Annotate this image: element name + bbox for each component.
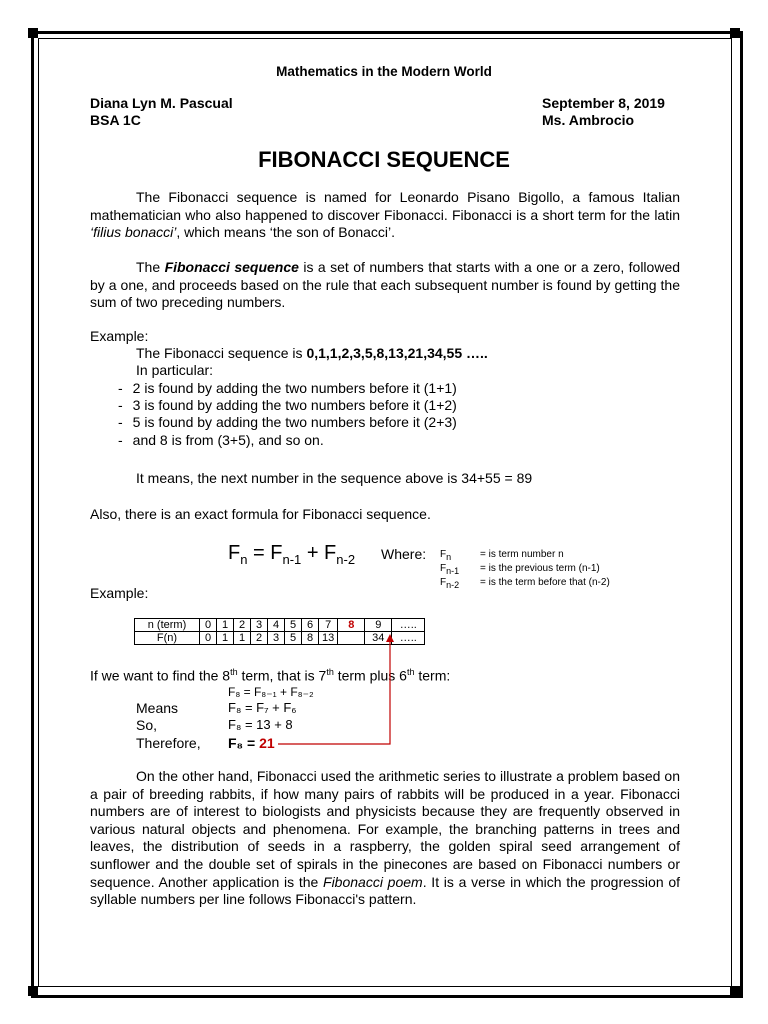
table-cell: 3: [268, 632, 285, 645]
table-cell: 1: [217, 632, 234, 645]
table-cell: 4: [268, 619, 285, 632]
table-cell: 7: [319, 619, 338, 632]
therefore-label: Therefore,: [136, 735, 201, 751]
date: September 8, 2019: [542, 95, 665, 111]
therefore-value: F₈ = 21: [228, 735, 275, 751]
student-section: BSA 1C: [90, 112, 141, 128]
table-cell: 5: [285, 632, 302, 645]
teacher: Ms. Ambrocio: [542, 112, 635, 128]
table-cell: …..: [392, 619, 425, 632]
formula-def: $F_{n-2}$ = is the term before that (n-2): [440, 577, 610, 590]
table-cell: 2: [234, 619, 251, 632]
formula-def: $F_n$ = is term number n: [440, 549, 564, 562]
list-item: - 2 is found by adding the two numbers before it (1+1): [118, 380, 457, 396]
table-cell: 1: [217, 619, 234, 632]
course-title: Mathematics in the Modern World: [276, 64, 492, 79]
example-label: Example:: [90, 585, 149, 601]
table-cell-highlight: 8: [338, 619, 365, 632]
paragraph-applications: On the other hand, Fibonacci used the arithmetic series to illustrate a problem based on a pair of breeding rabbits, if how many pairs of rabbits will be produced in a year. Fibonacci numbers are of interest to biologists and physicists because they are frequently observed in various natural objects and phenomena. For example, the branching patterns in trees and leaves, the distribution of seeds in a raspberry, the golden spiral seed arrangement of sunflower and the double set of spirals in the pinecones are based on Fibonacci numbers or sequence. Another application is the Fibonacci poem. It is a verse in which the progression of syllable numbers per line follows Fibonacci's pattern.: [90, 768, 681, 908]
table-cell: 8: [302, 632, 319, 645]
means-label: Means: [136, 700, 179, 716]
table-cell: 34: [365, 632, 392, 645]
paragraph-definition: The Fibonacci sequence is a set of numbers that starts with a one or a zero, followed by a one, and proceeds based on the rule that each subsequent number is found by getting the sum of two preceding numbers.: [90, 259, 681, 311]
so-label: So,: [136, 717, 158, 733]
paragraph-intro: The Fibonacci sequence is named for Leonardo Pisano Bigollo, a famous Italian mathematician who also happened to discover Fibonacci. Fibonacci is a short term for the latin ‘filius bonacci’, which means ‘the son of Bonacci’.: [90, 189, 680, 241]
arrow-line: [278, 640, 390, 744]
fibonacci-formula: $F_n = F_{n-1} + F_{n-2}$: [228, 542, 356, 567]
formula-intro: Also, there is an exact formula for Fibonacci sequence.: [90, 506, 431, 522]
sequence-line: The Fibonacci sequence is 0,1,1,2,3,5,8,13,21,34,55 …..: [136, 345, 488, 361]
arrow-head: [386, 634, 394, 642]
means-line: It means, the next number in the sequence above is 34+55 = 89: [136, 470, 533, 486]
table-cell: 0: [200, 632, 217, 645]
table-cell: 5: [285, 619, 302, 632]
find-intro: If we want to find the 8th term, that is 7th term plus 6th term:: [90, 667, 451, 684]
example-label: Example:: [90, 328, 149, 344]
so-value: F₈ = 13 + 8: [228, 717, 293, 732]
list-item: - 5 is found by adding the two numbers before it (2+3): [118, 414, 457, 430]
table-cell: F(n): [135, 632, 200, 645]
table-cell: 13: [319, 632, 338, 645]
table-cell: 2: [251, 632, 268, 645]
table-cell: 0: [200, 619, 217, 632]
means-value: F₈ = F₇ + F₆: [228, 700, 297, 715]
table-cell: …..: [392, 632, 425, 645]
list-item: - 3 is found by adding the two numbers before it (1+2): [118, 397, 457, 413]
table-cell: n (term): [135, 619, 200, 632]
list-item: - and 8 is from (3+5), and so on.: [118, 432, 324, 448]
table-cell: 6: [302, 619, 319, 632]
table-cell: 3: [251, 619, 268, 632]
page-title: FIBONACCI SEQUENCE: [258, 147, 510, 172]
student-name: Diana Lyn M. Pascual: [90, 95, 233, 111]
formula-def: $F_{n-1}$ = is the previous term (n-1): [440, 563, 600, 576]
formula-line: F₈ = F₈₋₁ + F₈₋₂: [228, 685, 314, 699]
particular-label: In particular:: [136, 362, 214, 378]
where-label: Where:: [381, 546, 427, 562]
table-cell: 1: [234, 632, 251, 645]
table-cell: 9: [365, 619, 392, 632]
